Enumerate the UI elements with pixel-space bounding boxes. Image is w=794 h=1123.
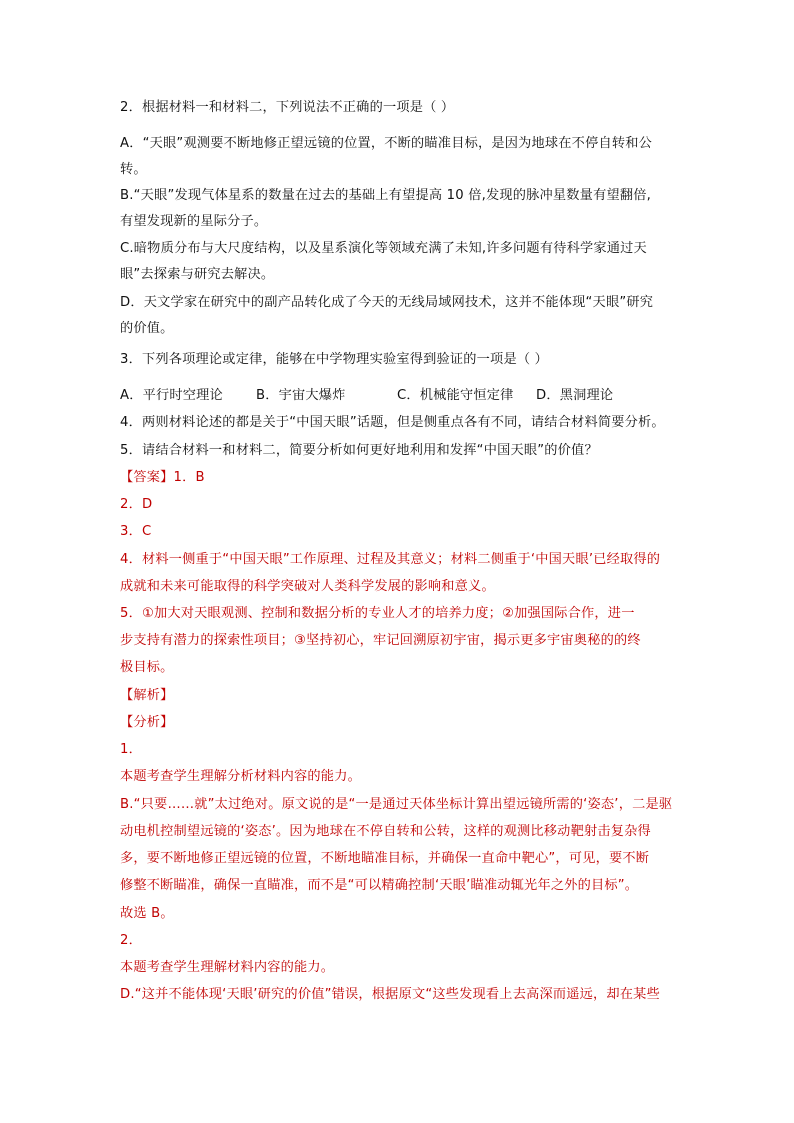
analysis-subheader: 【分析】: [120, 715, 174, 730]
question-2-option-c-cont: 眼”去探索与研究去解决。: [120, 267, 275, 282]
question-3-options: [120, 387, 676, 405]
answer-4: 4．材料一侧重于“中国天眼”工作原理、过程及其意义；材料二侧重于‘中国天眼’已经取得的: [120, 552, 661, 567]
analysis-1-conclusion: 故选 B。: [120, 906, 174, 921]
question-2-option-b-cont: 有望发现新的星际分子。: [120, 214, 268, 229]
question-2-option-a-cont: 转。: [120, 162, 147, 177]
question-3-option-c: C．机械能守恒定律: [397, 388, 514, 403]
analysis-2-line-1: D.“这并不能体现‘天眼’研究的价值”错误，根据原文“这些发现看上去高深而遥远，却在某些: [120, 987, 660, 1002]
analysis-1-intro: 本题考查学生理解分析材料内容的能力。: [120, 769, 361, 784]
answer-3: 3．C: [120, 524, 152, 539]
question-3-option-a: A．平行时空理论: [120, 388, 223, 403]
question-2-option-c: C.暗物质分布与大尺度结构，以及星系演化等领域充满了未知,许多问题有待科学家通过天: [120, 241, 647, 256]
analysis-1-line-3: 多，要不断地修正望远镜的位置，不断地瞄准目标，并确保一直命中靶心”，可见，要不断: [120, 851, 650, 866]
question-3-stem: 3．下列各项理论或定律，能够在中学物理实验室得到验证的一项是（ ）: [120, 352, 548, 367]
question-2-option-d: D．天文学家在研究中的副产品转化成了今天的无线局域网技术，这并不能体现“天眼”研究: [120, 295, 654, 310]
question-2-option-b: B.“天眼”发现气体星系的数量在过去的基础上有望提高 10 倍,发现的脉冲星数量有望翻倍,: [120, 188, 652, 203]
question-3-option-b: B．宇宙大爆炸: [256, 388, 346, 403]
analysis-1-line-1: B.“只要……就”太过绝对。原文说的是“一是通过天体坐标计算出望远镜所需的‘姿态’，二是驱: [120, 797, 673, 812]
analysis-2-intro: 本题考查学生理解材料内容的能力。: [120, 960, 335, 975]
question-2-stem: 2．根据材料一和材料二，下列说法不正确的一项是（ ）: [120, 100, 455, 115]
question-2-option-a: A．“天眼”观测要不断地修正望远镜的位置，不断的瞄准目标，是因为地球在不停自转和公: [120, 136, 653, 151]
analysis-number-1: 1．: [120, 742, 142, 757]
answer-5-cont-2: 极目标。: [120, 660, 174, 675]
question-5: 5．请结合材料一和材料二，简要分析如何更好地利用和发挥“中国天眼”的价值？: [120, 443, 598, 458]
answer-2: 2．D: [120, 497, 153, 512]
analysis-header: 【解析】: [120, 688, 174, 703]
analysis-number-2: 2．: [120, 933, 142, 948]
analysis-1-line-4: 修整不断瞄准，确保一直瞄准，而不是“可以精确控制‘天眼’瞄准动辄光年之外的目标”。: [120, 878, 639, 893]
answer-5-cont-1: 步支持有潜力的探索性项目；③坚持初心，牢记回溯原初宇宙，揭示更多宇宙奥秘的的终: [120, 633, 641, 648]
analysis-1-line-2: 动电机控制望远镜的‘姿态’。因为地球在不停自转和公转，这样的观测比移动靶射击复杂得: [120, 824, 651, 839]
question-4: 4．两则材料论述的都是关于“中国天眼”话题，但是侧重点各有不同，请结合材料简要分析。: [120, 415, 665, 430]
answer-1: 【答案】1．B: [120, 470, 205, 485]
answer-4-cont: 成就和未来可能取得的科学突破对人类科学发展的影响和意义。: [120, 579, 495, 594]
question-2-option-d-cont: 的价值。: [120, 321, 174, 336]
question-3-option-d: D．黑洞理论: [536, 388, 614, 403]
answer-5: 5．①加大对天眼观测、控制和数据分析的专业人才的培养力度；②加强国际合作，进一: [120, 606, 635, 621]
